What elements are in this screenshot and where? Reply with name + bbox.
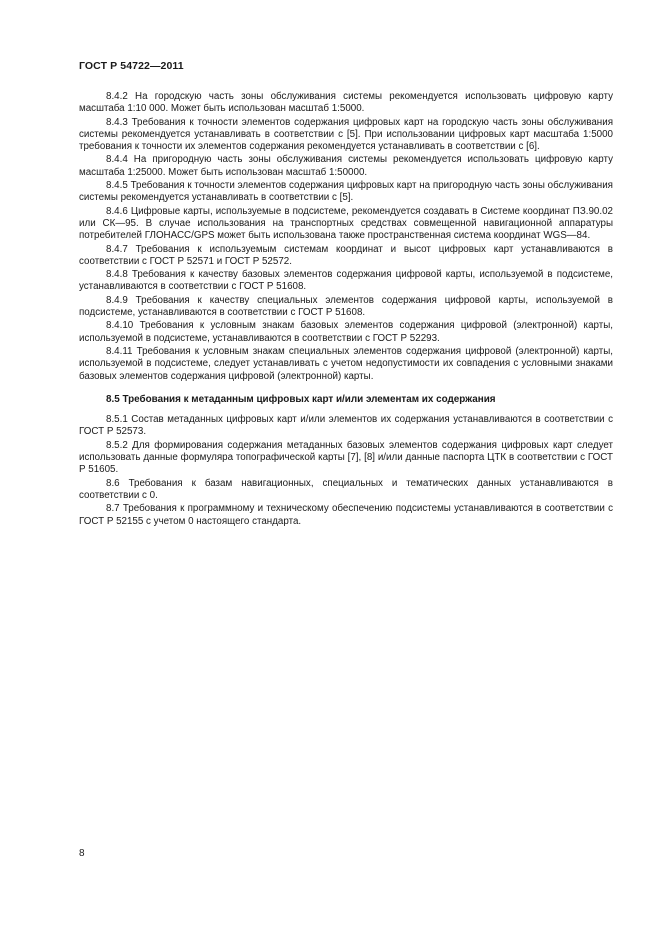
document-body bbox=[79, 91, 613, 529]
paragraph-8-4-5: 8.4.5 Требования к точности элементов содержания цифровых карт на пригородную часть зоны обслуживания системы рекомендуется устанавливать в соответствии с [5]. bbox=[79, 180, 613, 204]
paragraph-8-4-11: 8.4.11 Требования к условным знакам специальных элементов содержания цифровой (электронной) карты, используемой в подсистеме, следует устанавливать с учетом недопустимости их совпадения с условными знаками базовых элементов содержания цифровой (электронной) карты. bbox=[79, 345, 613, 382]
page-number: 8 bbox=[79, 848, 85, 859]
paragraph-8-4-3: 8.4.3 Требования к точности элементов содержания цифровых карт на городскую часть зоны обслуживания системы рекомендуется устанавливать в соответствии с [5]. При использовании цифровых карт масштаба 1:5000 требования к точности их элементов содержания рекомендуется устанавливать в соответствии с [6]. bbox=[79, 116, 613, 153]
paragraph-8-4-4: 8.4.4 На пригородную часть зоны обслуживания системы рекомендуется использовать цифровую карту масштаба 1:25000. Может быть использован масштаб 1:50000. bbox=[79, 154, 613, 178]
paragraph-8-4-6: 8.4.6 Цифровые карты, используемые в подсистеме, рекомендуется создавать в Системе координат ПЗ.90.02 или СК—95. В случае использования на транспортных средствах совмещенной навигационной аппаратуры потребителей ГЛОНАСС/GPS может быть использована также пространственная система координат WGS—84. bbox=[79, 205, 613, 242]
paragraph-8-5-1: 8.5.1 Состав метаданных цифровых карт и/или элементов их содержания устанавливаются в соответствии с ГОСТ Р 52573. bbox=[79, 414, 613, 438]
paragraph-8-6: 8.6 Требования к базам навигационных, специальных и тематических данных устанавливаются в соответствии с 0. bbox=[79, 477, 613, 501]
document-header: ГОСТ Р 54722—2011 bbox=[79, 60, 184, 72]
paragraph-8-5-2: 8.5.2 Для формирования содержания метаданных базовых элементов содержания цифровых карт следует использовать данные формуляра топографической карты [7], [8] и/или данные паспорта ЦТК в соответствии с ГОСТ Р 51605. bbox=[79, 439, 613, 476]
section-heading-8-5: 8.5 Требования к метаданным цифровых карт и/или элементам их содержания bbox=[106, 393, 496, 405]
paragraph-8-7: 8.7 Требования к программному и техническому обеспечению подсистемы устанавливаются в соответствии с ГОСТ Р 52155 с учетом 0 настоящего стандарта. bbox=[79, 503, 613, 527]
paragraph-8-4-2: 8.4.2 На городскую часть зоны обслуживания системы рекомендуется использовать цифровую карту масштаба 1:10 000. Может быть использован масштаб 1:5000. bbox=[79, 91, 613, 115]
paragraph-8-4-9: 8.4.9 Требования к качеству специальных элементов содержания цифровой карты, используемой в подсистеме, устанавливаются в соответствии с ГОСТ Р 51608. bbox=[79, 294, 613, 319]
paragraph-8-4-10: 8.4.10 Требования к условным знакам базовых элементов содержания цифровой (электронной) карты, используемой в подсистеме, устанавливаются в соответствии с ГОСТ Р 52293. bbox=[79, 320, 613, 344]
paragraph-8-4-7: 8.4.7 Требования к используемым системам координат и высот цифровых карт устанавливаются в соответствии с ГОСТ Р 52571 и ГОСТ Р 52572. bbox=[79, 243, 613, 267]
paragraph-8-4-8: 8.4.8 Требования к качеству базовых элементов содержания цифровой карты, используемой в подсистеме, устанавливаются в соответствии с ГОСТ Р 51608. bbox=[79, 269, 613, 293]
